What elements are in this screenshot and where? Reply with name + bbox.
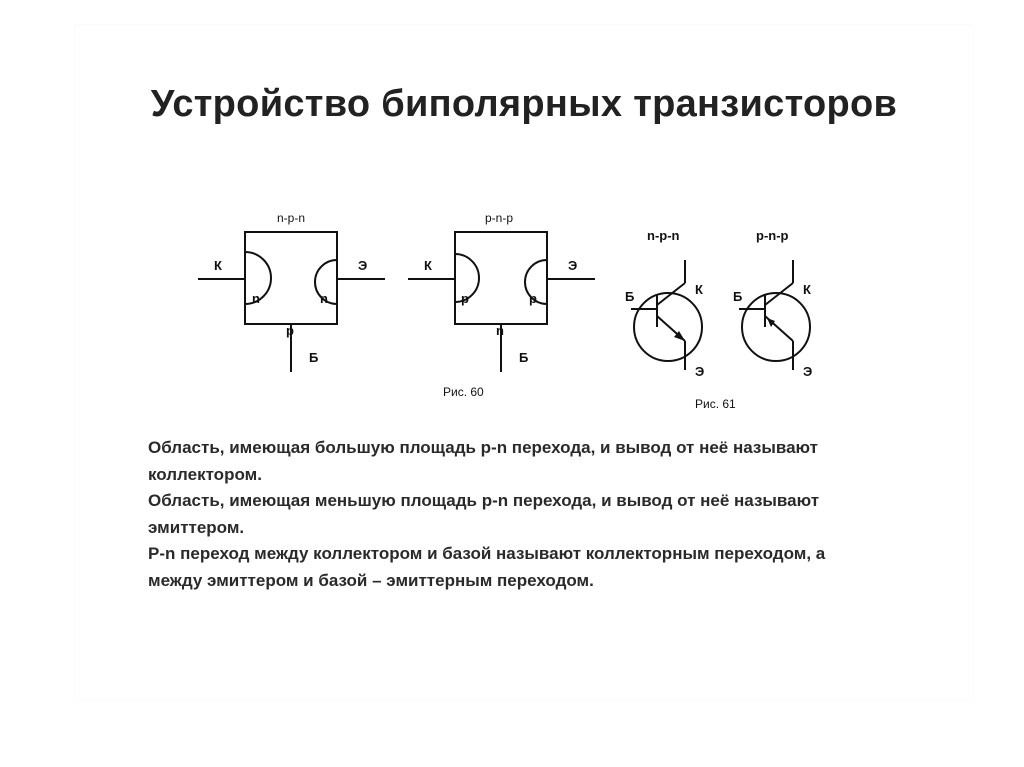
pnp-block-collector-label: К xyxy=(424,258,432,273)
pnp-collector-region-label: p xyxy=(461,291,469,306)
slide xyxy=(75,25,973,700)
npn-collector-region-label: n xyxy=(252,291,260,306)
pnp-base-region-label: n xyxy=(496,323,504,338)
npn-symbol-collector-label: К xyxy=(695,282,703,297)
pnp-symbol-base-label: Б xyxy=(733,289,743,304)
transistor-figure xyxy=(165,200,845,410)
npn-emitter-region-label: n xyxy=(320,291,328,306)
npn-block-base-label: Б xyxy=(309,350,319,365)
pnp-block-body xyxy=(455,232,547,324)
pnp-block-emitter-label: Э xyxy=(568,258,578,273)
pnp-symbol-collector-label: К xyxy=(803,282,811,297)
npn-block-emitter-label: Э xyxy=(358,258,368,273)
paragraph-emitter: Область, имеющая меньшую площадь p-n перехода, и вывод от неё называют эмиттером. xyxy=(148,491,820,537)
npn-block-collector-label: К xyxy=(214,258,222,273)
pnp-symbol-type-label: p-n-p xyxy=(756,228,789,243)
pnp-emitter-region-label: p xyxy=(529,291,537,306)
figure-caption-61: Рис. 61 xyxy=(695,397,736,410)
paragraph-junctions: P-n переход между коллектором и базой называют коллекторным переходом, а между эмиттером и базой – эмиттерным переходом. xyxy=(148,544,826,590)
npn-symbol-type-label: n-p-n xyxy=(647,228,680,243)
npn-block-body xyxy=(245,232,337,324)
npn-block-type-label: n-p-n xyxy=(277,211,306,225)
figure-caption-60: Рис. 60 xyxy=(443,385,484,399)
transistor-diagram xyxy=(165,200,845,410)
npn-symbol-emitter-label: Э xyxy=(695,364,705,379)
pnp-symbol-emitter-label: Э xyxy=(803,364,813,379)
paragraph-collector: Область, имеющая большую площадь p-n перехода, и вывод от неё называют коллектором. xyxy=(148,438,818,484)
npn-symbol-base-label: Б xyxy=(625,289,635,304)
pnp-block-type-label: p-n-p xyxy=(485,211,514,225)
pnp-emitter-arrow-icon xyxy=(767,318,775,327)
slide-title: Устройство биполярных транзисторов xyxy=(150,83,898,125)
npn-base-region-label: p xyxy=(286,323,294,338)
pnp-block-base-label: Б xyxy=(519,350,529,365)
body-text xyxy=(148,435,848,594)
